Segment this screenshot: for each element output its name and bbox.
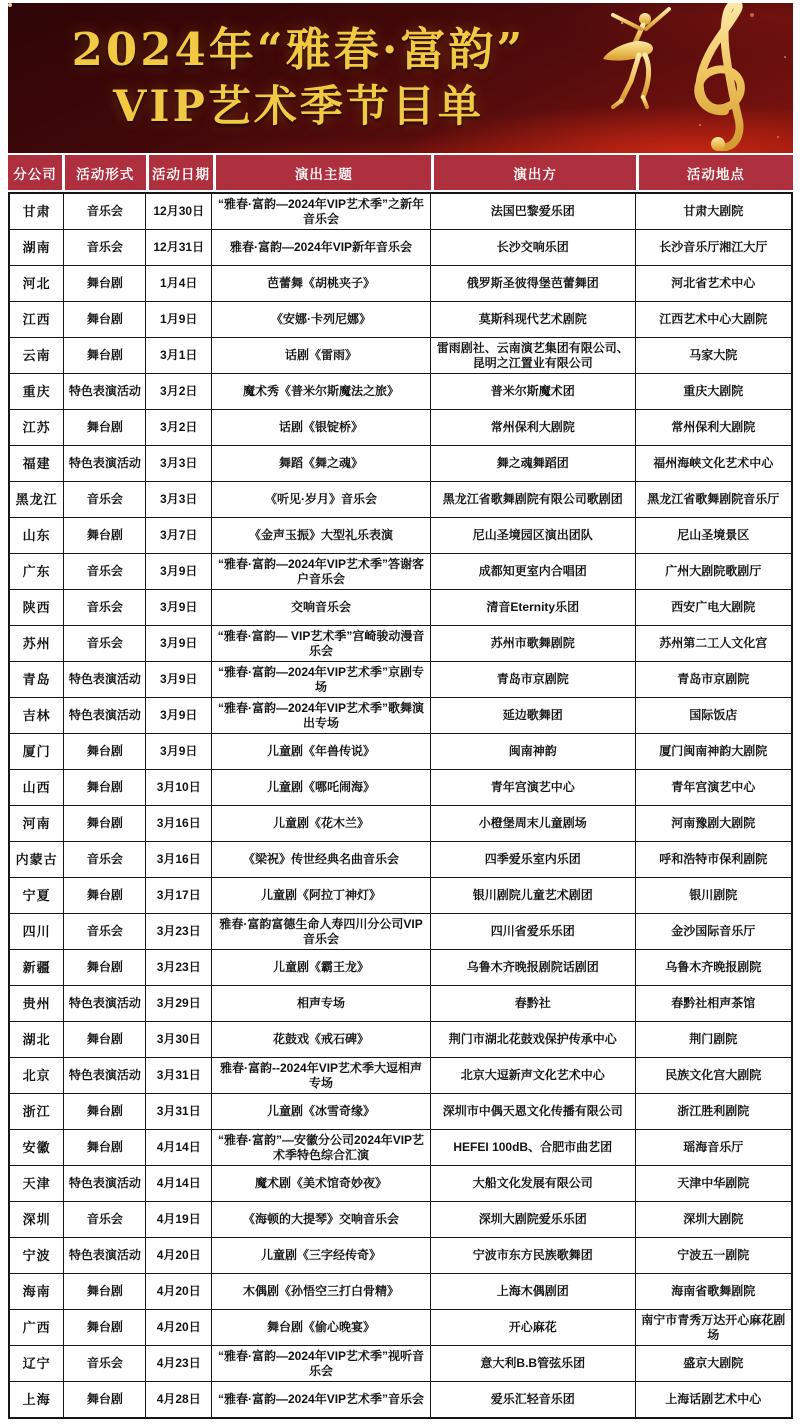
theme-cell: 雅春·富韵—2024年VIP新年音乐会	[212, 230, 431, 266]
branch-cell: 山东	[9, 518, 64, 554]
performer-cell: 开心麻花	[430, 1310, 635, 1346]
performer-cell: 法国巴黎爱乐团	[430, 193, 635, 230]
performer-cell: 深圳市中偶天恩文化传播有限公司	[430, 1094, 635, 1130]
venue-cell: 马家大院	[635, 338, 792, 374]
date-cell: 3月2日	[146, 374, 212, 410]
music-artwork-svg	[583, 3, 791, 153]
performer-cell: 意大利B.B管弦乐团	[430, 1346, 635, 1382]
theme-cell: 交响音乐会	[212, 590, 431, 626]
date-cell: 4月19日	[146, 1202, 212, 1238]
format-cell: 舞台剧	[64, 1130, 146, 1166]
venue-cell: 金沙国际音乐厅	[635, 914, 792, 950]
performer-cell: 青岛市京剧院	[430, 662, 635, 698]
performer-cell: 常州保利大剧院	[430, 410, 635, 446]
theme-cell: 儿童剧《年兽传说》	[212, 734, 431, 770]
date-cell: 3月16日	[146, 842, 212, 878]
theme-cell: 舞台剧《偷心晚宴》	[212, 1310, 431, 1346]
date-cell: 12月30日	[146, 193, 212, 230]
table-row	[9, 734, 792, 770]
column-header-date: 活动日期	[149, 155, 214, 190]
format-cell: 音乐会	[64, 554, 146, 590]
table-header-row	[8, 155, 793, 190]
branch-cell: 陕西	[9, 590, 64, 626]
performer-cell: 苏州市歌舞剧院	[430, 626, 635, 662]
table-row	[9, 842, 792, 878]
banner-titles	[8, 3, 589, 153]
format-cell: 特色表演活动	[64, 1238, 146, 1274]
format-cell: 音乐会	[64, 1346, 146, 1382]
table-row	[9, 410, 792, 446]
column-header-performer: 演出方	[434, 155, 635, 190]
theme-cell: “雅春·富韵—2024年VIP艺术季”之新年音乐会	[212, 193, 431, 230]
format-cell: 音乐会	[64, 626, 146, 662]
branch-cell: 新疆	[9, 950, 64, 986]
performer-cell: 延边歌舞团	[430, 698, 635, 734]
table-row	[9, 230, 792, 266]
venue-cell: 国际饭店	[635, 698, 792, 734]
table-row	[9, 806, 792, 842]
performer-cell: 上海木偶剧团	[430, 1274, 635, 1310]
performer-cell: 青年宫演艺中心	[430, 770, 635, 806]
theme-cell: 《听见·岁月》音乐会	[212, 482, 431, 518]
venue-cell: 宁波五一剧院	[635, 1238, 792, 1274]
date-cell: 1月9日	[146, 302, 212, 338]
date-cell: 3月9日	[146, 734, 212, 770]
branch-cell: 湖南	[9, 230, 64, 266]
table-row	[9, 1130, 792, 1166]
performer-cell: 大船文化发展有限公司	[430, 1166, 635, 1202]
branch-cell: 深圳	[9, 1202, 64, 1238]
branch-cell: 宁夏	[9, 878, 64, 914]
table-row	[9, 554, 792, 590]
column-header-venue: 活动地点	[639, 155, 793, 190]
date-cell: 3月10日	[146, 770, 212, 806]
theme-cell: “雅春·富韵”—安徽分公司2024年VIP艺术季特色综合汇演	[212, 1130, 431, 1166]
table-row	[9, 878, 792, 914]
table-row	[9, 1094, 792, 1130]
branch-cell: 湖北	[9, 1022, 64, 1058]
branch-cell: 广西	[9, 1310, 64, 1346]
theme-cell: “雅春·富韵—2024年VIP艺术季”京剧专场	[212, 662, 431, 698]
performer-cell: 普米尔斯魔术团	[430, 374, 635, 410]
treble-clef-icon	[698, 3, 741, 151]
branch-cell: 江苏	[9, 410, 64, 446]
branch-cell: 安徽	[9, 1130, 64, 1166]
format-cell: 音乐会	[64, 230, 146, 266]
program-table	[8, 192, 793, 1419]
column-header-theme: 演出主题	[216, 155, 431, 190]
program-table-body	[9, 193, 792, 1418]
format-cell: 舞台剧	[64, 1382, 146, 1419]
venue-cell: 河南豫剧大剧院	[635, 806, 792, 842]
venue-cell: 青岛市京剧院	[635, 662, 792, 698]
date-cell: 3月30日	[146, 1022, 212, 1058]
table-row	[9, 1202, 792, 1238]
date-cell: 12月31日	[146, 230, 212, 266]
branch-cell: 天津	[9, 1166, 64, 1202]
format-cell: 特色表演活动	[64, 698, 146, 734]
performer-cell: 四季爱乐室内乐团	[430, 842, 635, 878]
theme-cell: 雅春·富韵富德生命人寿四川分公司VIP音乐会	[212, 914, 431, 950]
format-cell: 音乐会	[64, 590, 146, 626]
theme-cell: 雅春·富韵--2024年VIP艺术季大逗相声专场	[212, 1058, 431, 1094]
date-cell: 1月4日	[146, 266, 212, 302]
venue-cell: 长沙音乐厅湘江大厅	[635, 230, 792, 266]
venue-cell: 黑龙江省歌舞剧院音乐厅	[635, 482, 792, 518]
venue-cell: 深圳大剧院	[635, 1202, 792, 1238]
performer-cell: 北京大逗新声文化艺术中心	[430, 1058, 635, 1094]
venue-cell: 尼山圣境景区	[635, 518, 792, 554]
theme-cell: 舞蹈《舞之魂》	[212, 446, 431, 482]
date-cell: 4月23日	[146, 1346, 212, 1382]
date-cell: 3月1日	[146, 338, 212, 374]
venue-cell: 荆门剧院	[635, 1022, 792, 1058]
format-cell: 特色表演活动	[64, 446, 146, 482]
date-cell: 3月3日	[146, 446, 212, 482]
branch-cell: 广东	[9, 554, 64, 590]
theme-cell: “雅春·富韵—2024年VIP艺术季”歌舞演出专场	[212, 698, 431, 734]
theme-cell: 儿童剧《霸王龙》	[212, 950, 431, 986]
performer-cell: 春黔社	[430, 986, 635, 1022]
venue-cell: 甘肃大剧院	[635, 193, 792, 230]
branch-cell: 吉林	[9, 698, 64, 734]
theme-cell: 儿童剧《阿拉丁神灯》	[212, 878, 431, 914]
branch-cell: 辽宁	[9, 1346, 64, 1382]
performer-cell: 雷雨剧社、云南演艺集团有限公司、昆明之江置业有限公司	[430, 338, 635, 374]
theme-cell: 《海顿的大提琴》交响音乐会	[212, 1202, 431, 1238]
performer-cell: 清音Eternity乐团	[430, 590, 635, 626]
date-cell: 3月9日	[146, 554, 212, 590]
theme-cell: “雅春·富韵—2024年VIP艺术季”答谢客户音乐会	[212, 554, 431, 590]
venue-cell: 瑶海音乐厅	[635, 1130, 792, 1166]
theme-cell: “雅春·富韵—2024年VIP艺术季”音乐会	[212, 1382, 431, 1419]
poster-title-line1: 2024年“雅春·富韵”	[71, 22, 526, 76]
table-row	[9, 698, 792, 734]
table-row	[9, 626, 792, 662]
venue-cell: 呼和浩特市保利剧院	[635, 842, 792, 878]
date-cell: 3月2日	[146, 410, 212, 446]
performer-cell: 俄罗斯圣彼得堡芭蕾舞团	[430, 266, 635, 302]
branch-cell: 甘肃	[9, 193, 64, 230]
branch-cell: 重庆	[9, 374, 64, 410]
date-cell: 4月20日	[146, 1238, 212, 1274]
theme-cell: 魔术剧《美术馆奇妙夜》	[212, 1166, 431, 1202]
table-row	[9, 1166, 792, 1202]
performer-cell: 深圳大剧院爱乐乐团	[430, 1202, 635, 1238]
format-cell: 舞台剧	[64, 302, 146, 338]
table-row	[9, 446, 792, 482]
format-cell: 舞台剧	[64, 1094, 146, 1130]
table-row	[9, 662, 792, 698]
branch-cell: 北京	[9, 1058, 64, 1094]
performer-cell: 四川省爱乐乐团	[430, 914, 635, 950]
branch-cell: 海南	[9, 1274, 64, 1310]
format-cell: 舞台剧	[64, 518, 146, 554]
theme-cell: 魔术秀《普米尔斯魔法之旅》	[212, 374, 431, 410]
date-cell: 4月14日	[146, 1166, 212, 1202]
dancer-icon	[603, 9, 669, 107]
date-cell: 4月14日	[146, 1130, 212, 1166]
date-cell: 3月29日	[146, 986, 212, 1022]
branch-cell: 江西	[9, 302, 64, 338]
theme-cell: 儿童剧《哪吒闹海》	[212, 770, 431, 806]
date-cell: 4月28日	[146, 1382, 212, 1419]
performer-cell: 闽南神韵	[430, 734, 635, 770]
venue-cell: 天津中华剧院	[635, 1166, 792, 1202]
theme-cell: 儿童剧《花木兰》	[212, 806, 431, 842]
table-row	[9, 770, 792, 806]
theme-cell: 儿童剧《冰雪奇缘》	[212, 1094, 431, 1130]
performer-cell: HEFEI 100dB、合肥市曲艺团	[430, 1130, 635, 1166]
format-cell: 舞台剧	[64, 1310, 146, 1346]
theme-cell: 木偶剧《孙悟空三打白骨精》	[212, 1274, 431, 1310]
venue-cell: 浙江胜利剧院	[635, 1094, 792, 1130]
date-cell: 3月17日	[146, 878, 212, 914]
table-row	[9, 1058, 792, 1094]
date-cell: 3月31日	[146, 1058, 212, 1094]
column-header-branch: 分公司	[8, 155, 62, 190]
branch-cell: 福建	[9, 446, 64, 482]
date-cell: 3月31日	[146, 1094, 212, 1130]
date-cell: 3月7日	[146, 518, 212, 554]
venue-cell: 苏州第二工人文化宫	[635, 626, 792, 662]
branch-cell: 云南	[9, 338, 64, 374]
venue-cell: 乌鲁木齐晚报剧院	[635, 950, 792, 986]
theme-cell: 花鼓戏《戒石碑》	[212, 1022, 431, 1058]
branch-cell: 黑龙江	[9, 482, 64, 518]
venue-cell: 青年宫演艺中心	[635, 770, 792, 806]
date-cell: 4月20日	[146, 1310, 212, 1346]
theme-cell: 《梁祝》传世经典名曲音乐会	[212, 842, 431, 878]
format-cell: 舞台剧	[64, 734, 146, 770]
performer-cell: 宁波市东方民族歌舞团	[430, 1238, 635, 1274]
venue-cell: 重庆大剧院	[635, 374, 792, 410]
format-cell: 音乐会	[64, 1202, 146, 1238]
branch-cell: 河北	[9, 266, 64, 302]
theme-cell: “雅春·富韵—2024年VIP艺术季”视听音乐会	[212, 1346, 431, 1382]
table-row	[9, 1022, 792, 1058]
date-cell: 3月9日	[146, 626, 212, 662]
banner	[8, 3, 793, 153]
format-cell: 特色表演活动	[64, 374, 146, 410]
format-cell: 舞台剧	[64, 950, 146, 986]
performer-cell: 爱乐汇轻音乐团	[430, 1382, 635, 1419]
format-cell: 舞台剧	[64, 770, 146, 806]
branch-cell: 青岛	[9, 662, 64, 698]
date-cell: 3月3日	[146, 482, 212, 518]
branch-cell: 内蒙古	[9, 842, 64, 878]
theme-cell: 《金声玉振》大型礼乐表演	[212, 518, 431, 554]
performer-cell: 尼山圣境园区演出团队	[430, 518, 635, 554]
theme-cell: 话剧《银锭桥》	[212, 410, 431, 446]
venue-cell: 银川剧院	[635, 878, 792, 914]
table-row	[9, 590, 792, 626]
theme-cell: 儿童剧《三字经传奇》	[212, 1238, 431, 1274]
theme-cell: 话剧《雷雨》	[212, 338, 431, 374]
poster-title-line2: VIP艺术季节目单	[113, 82, 484, 133]
format-cell: 特色表演活动	[64, 986, 146, 1022]
table-row	[9, 1346, 792, 1382]
venue-cell: 海南省歌舞剧院	[635, 1274, 792, 1310]
format-cell: 舞台剧	[64, 338, 146, 374]
theme-cell: 《安娜·卡列尼娜》	[212, 302, 431, 338]
format-cell: 特色表演活动	[64, 1166, 146, 1202]
banner-artwork	[583, 3, 791, 153]
table-row	[9, 1274, 792, 1310]
format-cell: 舞台剧	[64, 266, 146, 302]
performer-cell: 黑龙江省歌舞剧院有限公司歌剧团	[430, 482, 635, 518]
format-cell: 舞台剧	[64, 1022, 146, 1058]
branch-cell: 宁波	[9, 1238, 64, 1274]
branch-cell: 河南	[9, 806, 64, 842]
venue-cell: 春黔社相声茶馆	[635, 986, 792, 1022]
venue-cell: 江西艺术中心大剧院	[635, 302, 792, 338]
venue-cell: 西安广电大剧院	[635, 590, 792, 626]
branch-cell: 上海	[9, 1382, 64, 1419]
format-cell: 音乐会	[64, 482, 146, 518]
performer-cell: 银川剧院儿童艺术剧团	[430, 878, 635, 914]
branch-cell: 贵州	[9, 986, 64, 1022]
date-cell: 3月9日	[146, 590, 212, 626]
performer-cell: 长沙交响乐团	[430, 230, 635, 266]
branch-cell: 山西	[9, 770, 64, 806]
performer-cell: 荆门市湖北花鼓戏保护传承中心	[430, 1022, 635, 1058]
venue-cell: 盛京大剧院	[635, 1346, 792, 1382]
table-row	[9, 1310, 792, 1346]
venue-cell: 民族文化宫大剧院	[635, 1058, 792, 1094]
date-cell: 3月16日	[146, 806, 212, 842]
branch-cell: 厦门	[9, 734, 64, 770]
theme-cell: 相声专场	[212, 986, 431, 1022]
format-cell: 舞台剧	[64, 1274, 146, 1310]
table-row	[9, 986, 792, 1022]
table-row	[9, 374, 792, 410]
format-cell: 特色表演活动	[64, 1058, 146, 1094]
table-row	[9, 518, 792, 554]
date-cell: 3月23日	[146, 950, 212, 986]
table-row	[9, 338, 792, 374]
table-row	[9, 482, 792, 518]
table-row	[9, 950, 792, 986]
format-cell: 音乐会	[64, 914, 146, 950]
venue-cell: 南宁市青秀万达开心麻花剧场	[635, 1310, 792, 1346]
format-cell: 音乐会	[64, 193, 146, 230]
date-cell: 3月23日	[146, 914, 212, 950]
venue-cell: 河北省艺术中心	[635, 266, 792, 302]
branch-cell: 浙江	[9, 1094, 64, 1130]
format-cell: 舞台剧	[64, 806, 146, 842]
performer-cell: 小橙堡周末儿童剧场	[430, 806, 635, 842]
format-cell: 音乐会	[64, 842, 146, 878]
performer-cell: 舞之魂舞蹈团	[430, 446, 635, 482]
date-cell: 4月20日	[146, 1274, 212, 1310]
performer-cell: 成都知更室内合唱团	[430, 554, 635, 590]
performer-cell: 莫斯科现代艺术剧院	[430, 302, 635, 338]
venue-cell: 厦门闽南神韵大剧院	[635, 734, 792, 770]
theme-cell: 芭蕾舞《胡桃夹子》	[212, 266, 431, 302]
venue-cell: 上海话剧艺术中心	[635, 1382, 792, 1419]
table-row	[9, 1238, 792, 1274]
format-cell: 特色表演活动	[64, 662, 146, 698]
format-cell: 舞台剧	[64, 878, 146, 914]
performer-cell: 乌鲁木齐晚报剧院话剧团	[430, 950, 635, 986]
date-cell: 3月9日	[146, 662, 212, 698]
venue-cell: 常州保利大剧院	[635, 410, 792, 446]
column-header-format: 活动形式	[65, 155, 146, 190]
table-row	[9, 266, 792, 302]
date-cell: 3月9日	[146, 698, 212, 734]
theme-cell: “雅春·富韵— VIP艺术季”宫崎骏动漫音乐会	[212, 626, 431, 662]
table-row	[9, 1382, 792, 1419]
table-row	[9, 193, 792, 230]
branch-cell: 苏州	[9, 626, 64, 662]
venue-cell: 广州大剧院歌剧厅	[635, 554, 792, 590]
table-row	[9, 302, 792, 338]
table-row	[9, 914, 792, 950]
branch-cell: 四川	[9, 914, 64, 950]
venue-cell: 福州海峡文化艺术中心	[635, 446, 792, 482]
format-cell: 舞台剧	[64, 410, 146, 446]
